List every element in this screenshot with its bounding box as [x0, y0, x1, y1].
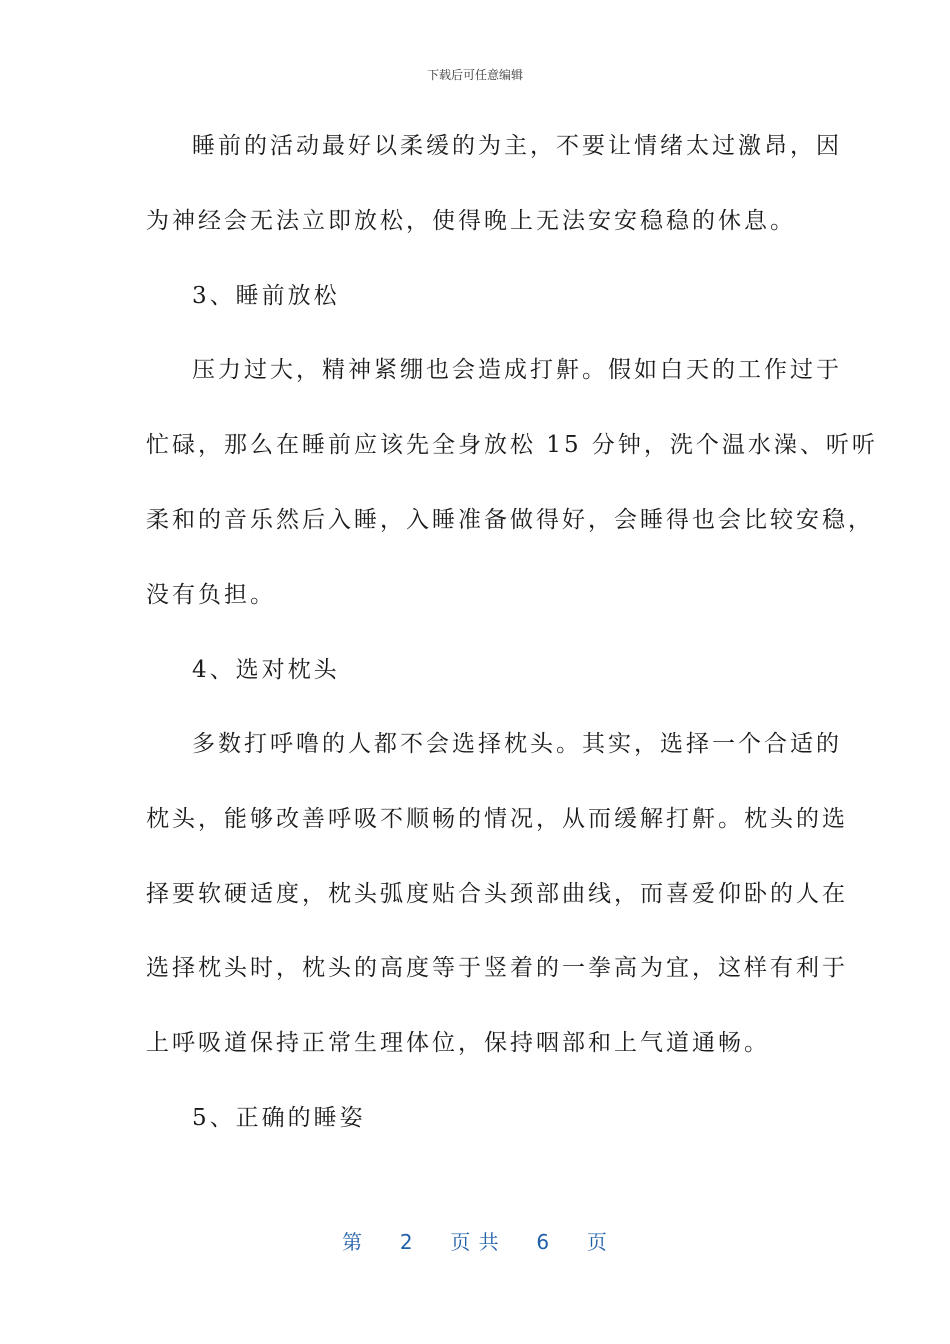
section-heading: 3、睡前放松 — [192, 283, 340, 309]
footer-di: 第 — [342, 1230, 364, 1254]
paragraph-line: 忙碌，那么在睡前应该先全身放松 15 分钟，洗个温水澡、听听 — [146, 432, 878, 458]
footer-gong: 共 — [478, 1230, 500, 1254]
paragraph-line: 枕头，能够改善呼吸不顺畅的情况，从而缓解打鼾。枕头的选 — [146, 806, 848, 832]
footer-ye: 页 — [450, 1230, 472, 1254]
section-heading: 4、选对枕头 — [192, 657, 340, 683]
footer-ye2: 页 — [586, 1230, 608, 1254]
paragraph-line: 择要软硬适度，枕头弧度贴合头颈部曲线，而喜爱仰卧的人在 — [146, 881, 848, 907]
header-note: 下载后可任意编辑 — [426, 68, 523, 82]
paragraph-line: 多数打呼噜的人都不会选择枕头。其实，选择一个合适的 — [192, 731, 842, 757]
footer-current-page: 2 — [399, 1230, 414, 1254]
page-number-footer — [0, 1226, 950, 1255]
footer-total-pages: 6 — [536, 1230, 551, 1254]
paragraph-line: 为神经会无法立即放松，使得晚上无法安安稳稳的休息。 — [146, 208, 796, 234]
section-heading: 5、正确的睡姿 — [192, 1105, 366, 1131]
paragraph-line: 上呼吸道保持正常生理体位，保持咽部和上气道通畅。 — [146, 1030, 770, 1056]
paragraph-line: 睡前的活动最好以柔缓的为主，不要让情绪太过激昂，因 — [192, 133, 842, 159]
paragraph-line: 柔和的音乐然后入睡，入睡准备做得好，会睡得也会比较安稳， — [146, 507, 874, 533]
paragraph-line: 压力过大，精神紧绷也会造成打鼾。假如白天的工作过于 — [192, 357, 842, 383]
paragraph-line: 选择枕头时，枕头的高度等于竖着的一拳高为宜，这样有利于 — [146, 955, 848, 981]
paragraph-line: 没有负担。 — [146, 582, 276, 608]
